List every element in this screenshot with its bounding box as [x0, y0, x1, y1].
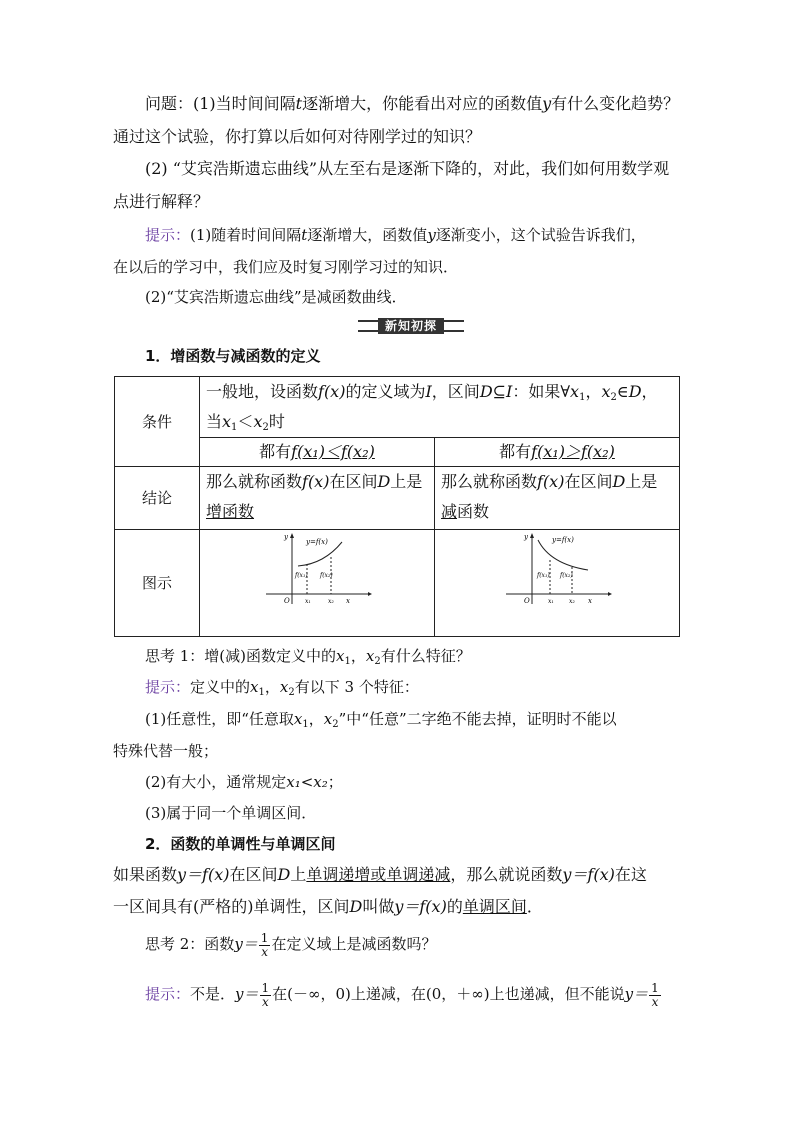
cell-text: 一般地，设函数 — [206, 382, 319, 401]
math-x2: x — [601, 382, 611, 401]
frac-den: x — [651, 994, 659, 1009]
term-decreasing-underlined: 减 — [441, 502, 458, 521]
frac-num: 1 — [260, 930, 269, 945]
cell-text: 的定义域为 — [345, 382, 426, 401]
frac-den: x — [261, 994, 269, 1009]
subscript: 1 — [344, 656, 351, 667]
question-text: 有什么变化趋势？ — [551, 94, 680, 113]
var-t: t — [295, 94, 303, 113]
x-axis-arrow-icon — [368, 592, 372, 596]
cell-text: ：如果∀ — [512, 382, 571, 401]
hint2-line-1 — [145, 676, 419, 698]
y-axis-label: y — [284, 533, 288, 541]
math-x2: x — [365, 647, 375, 665]
math-D: D — [628, 382, 642, 401]
subscript: 1 — [258, 687, 265, 698]
subscript: 2 — [288, 687, 295, 698]
row-header-figure: 图示 — [115, 530, 200, 637]
term-decreasing-rest: 函数 — [457, 502, 490, 521]
question-text: 问题：(1)当时间间隔 — [145, 94, 296, 113]
fraction-1-over-x — [649, 982, 661, 1009]
math-y-eq-fx: y＝f(x) — [394, 897, 447, 916]
hint-label: 提示： — [145, 226, 191, 244]
math-D: D — [377, 472, 391, 491]
subscript: 1 — [302, 719, 309, 730]
hint2-line-3: 特殊代替一般； — [113, 742, 219, 760]
term-monotonic-interval: 单调区间 — [462, 897, 527, 916]
row-header-conclusion: 结论 — [115, 467, 200, 530]
term-increasing: 增函数 — [206, 502, 255, 521]
cell-text: 时 — [268, 412, 285, 431]
hint-text: 在(－∞，0)上递减，在(0，＋∞)上也递减，但不能说 — [272, 985, 625, 1003]
term-monotonic: 单调递增或单调递减 — [306, 865, 451, 884]
condition-cell: 一般地，设函数f(x)的定义域为I，区间D⊆I：如果$\forall x_1$，$x_2\in D$， 当$x_1<x_2$时 — [200, 377, 680, 438]
hint-text: (2)有大小，通常规定 — [145, 773, 287, 791]
x-axis-label: x — [346, 597, 350, 605]
inequality-inc-expr: f(x₁)＜f(x₂) — [291, 442, 375, 461]
hint-text: 逐渐增大，函数值 — [307, 226, 428, 244]
cell-text: 那么就称函数 — [206, 472, 303, 491]
question-line-4: 点进行解释？ — [113, 192, 210, 211]
section2-line-1 — [113, 864, 647, 886]
cell-text: 都有 — [499, 442, 532, 461]
var-t: t — [301, 226, 308, 244]
frac-num: 1 — [651, 980, 659, 995]
body-text: 在这 — [614, 865, 647, 884]
math-x1-lt-x2: x₁<x₂ — [286, 773, 328, 791]
math-fx: f(x) — [537, 472, 565, 491]
conclusion-inc — [200, 467, 435, 530]
hint3-line — [145, 980, 662, 1009]
hint2-line-4 — [145, 771, 343, 793]
hint-text: 有以下 3 个特征： — [294, 678, 419, 696]
fx2-label: f(x₂) — [320, 572, 333, 579]
conclusion-dec — [435, 467, 680, 530]
math-D-sub-I: D⊆I — [479, 382, 513, 401]
math-x1: x — [250, 678, 259, 696]
math-fx: f(x) — [302, 472, 330, 491]
hint-text: ”中“任意”二字绝不能去掉，证明时不能以 — [338, 710, 617, 728]
hint-text: ； — [327, 773, 343, 791]
var-y: y — [427, 226, 436, 244]
subscript: 2 — [332, 719, 339, 730]
think2-line — [145, 930, 436, 959]
cell-text: 在区间 — [564, 472, 613, 491]
frac-num: 1 — [261, 980, 270, 995]
table-row-condition — [115, 377, 680, 438]
body-text: 的 — [446, 897, 463, 916]
math-y-eq: y＝ — [234, 935, 258, 953]
x-axis-arrow-icon — [608, 592, 612, 596]
body-text: 在区间 — [229, 865, 278, 884]
think-text: 思考 1：增(减)函数定义中的 — [145, 647, 337, 665]
cell-text: ，区间 — [431, 382, 480, 401]
math-D: D — [349, 897, 363, 916]
hint-text: ， — [308, 710, 324, 728]
x1-label: x₁ — [548, 598, 554, 605]
fraction-1-over-x — [259, 932, 271, 959]
y-axis-arrow-icon — [290, 533, 294, 538]
subscript: 2 — [610, 392, 617, 403]
math-D: D — [277, 865, 291, 884]
math-y-eq: y＝ — [624, 985, 649, 1003]
hint2-line-2 — [145, 708, 617, 730]
inequality-inc — [200, 438, 435, 467]
math-x1: x — [222, 412, 232, 431]
frac-den: x — [261, 944, 268, 959]
section-banner — [358, 318, 464, 334]
hint-text: 定义中的 — [190, 678, 251, 696]
math-fx: f(x) — [318, 382, 346, 401]
body-text: 一区间具有(严格的)单调性，区间 — [113, 897, 350, 916]
decreasing-function-graph — [502, 530, 612, 606]
hint-text: 不是． — [190, 985, 236, 1003]
figure-dec-cell — [435, 530, 680, 637]
math-y-eq-fx: y＝f(x) — [177, 865, 230, 884]
cell-text: 那么就称函数 — [441, 472, 538, 491]
curve-label: y=f(x) — [306, 538, 328, 546]
banner-label: 新知初探 — [378, 318, 444, 334]
curve-label: y=f(x) — [552, 536, 574, 544]
subscript: 2 — [374, 656, 381, 667]
inequality-dec — [435, 438, 680, 467]
math-D: D — [612, 472, 626, 491]
body-text: 如果函数 — [113, 865, 178, 884]
hint2-line-5: (3)属于同一个单调区间． — [145, 804, 317, 822]
origin-label: O — [284, 597, 290, 605]
hint-text: (1)随着时间间隔 — [190, 226, 302, 244]
y-axis-arrow-icon — [530, 533, 534, 538]
decreasing-curve — [538, 540, 588, 570]
hint-label: 提示： — [145, 678, 191, 696]
var-y: y — [542, 94, 552, 113]
body-text: ，那么就说函数 — [450, 865, 563, 884]
math-y-eq-fx: y＝f(x) — [562, 865, 615, 884]
increasing-function-graph — [262, 530, 372, 606]
table-row-inequality — [115, 438, 680, 467]
math-x1: x — [336, 647, 345, 665]
section1-title: 1．增函数与减函数的定义 — [145, 347, 321, 365]
think-text: 有什么特征？ — [380, 647, 471, 665]
hint1-line-2: 在以后的学习中，我们应及时复习刚学习过的知识． — [113, 258, 459, 276]
subscript: 1 — [231, 422, 238, 433]
table-row-conclusion — [115, 467, 680, 530]
question-line-3: (2) “艾宾浩斯遗忘曲线”从左至右是逐渐下降的，对此，我们如何用数学观 — [145, 159, 670, 178]
math-y-eq: y＝ — [235, 985, 259, 1003]
inequality-dec-expr: f(x₁)＞f(x₂) — [531, 442, 615, 461]
math-I: I — [425, 382, 432, 401]
math-lt: ＜ — [237, 412, 254, 431]
think-text: 思考 2：函数 — [145, 935, 235, 953]
math-x1: x — [570, 382, 580, 401]
cell-text: 上是 — [390, 472, 423, 491]
math-x2: x — [323, 710, 333, 728]
hint-text: 逐渐变小，这个试验告诉我们， — [435, 226, 646, 244]
body-text: 叫做 — [362, 897, 395, 916]
fx1-label: f(x₁) — [537, 572, 550, 579]
fraction-1-over-x — [260, 982, 272, 1009]
section2-title: 2．函数的单调性与单调区间 — [145, 835, 336, 853]
x2-label: x₂ — [328, 598, 334, 605]
fx2-label: f(x₂) — [560, 572, 573, 579]
x1-label: x₁ — [305, 598, 311, 605]
origin-label: O — [524, 597, 530, 605]
cell-text: 上是 — [625, 472, 658, 491]
cell-text: 在区间 — [329, 472, 378, 491]
hint1-line-1 — [145, 224, 646, 246]
question-text: 逐渐增大，你能看出对应的函数值 — [302, 94, 543, 113]
question-line-1 — [145, 93, 679, 115]
think1-line — [145, 645, 471, 667]
row-header-condition: 条件 — [115, 377, 200, 467]
x-axis-label: x — [588, 597, 592, 605]
cell-text: ， — [585, 382, 602, 401]
figure-inc-cell — [200, 530, 435, 637]
cell-text: 都有 — [259, 442, 292, 461]
body-text: 上 — [290, 865, 307, 884]
think-text: ， — [350, 647, 366, 665]
definition-table — [114, 376, 680, 637]
math-x2: x — [279, 678, 289, 696]
question-line-2: 通过这个试验，你打算以后如何对待刚学过的知识？ — [113, 127, 482, 146]
fx1-label: f(x₁) — [295, 572, 308, 579]
y-axis-label: y — [524, 533, 528, 541]
cell-text: 当 — [206, 412, 223, 431]
math-x2: x — [253, 412, 263, 431]
hint-label: 提示： — [145, 985, 191, 1003]
subscript: 2 — [262, 422, 269, 433]
math-x1: x — [293, 710, 303, 728]
hint1-line-3: (2)“艾宾浩斯遗忘曲线”是减函数曲线． — [145, 288, 407, 306]
section2-line-2 — [113, 896, 543, 918]
subscript: 1 — [579, 392, 586, 403]
think-text: 在定义域上是减函数吗？ — [271, 935, 437, 953]
x2-label: x₂ — [569, 598, 575, 605]
cell-text: ∈ — [616, 382, 629, 401]
table-row-figure — [115, 530, 680, 637]
hint-text: ， — [264, 678, 280, 696]
hint-text: (1)任意性，即“任意取 — [145, 710, 294, 728]
body-text: ． — [526, 897, 543, 916]
